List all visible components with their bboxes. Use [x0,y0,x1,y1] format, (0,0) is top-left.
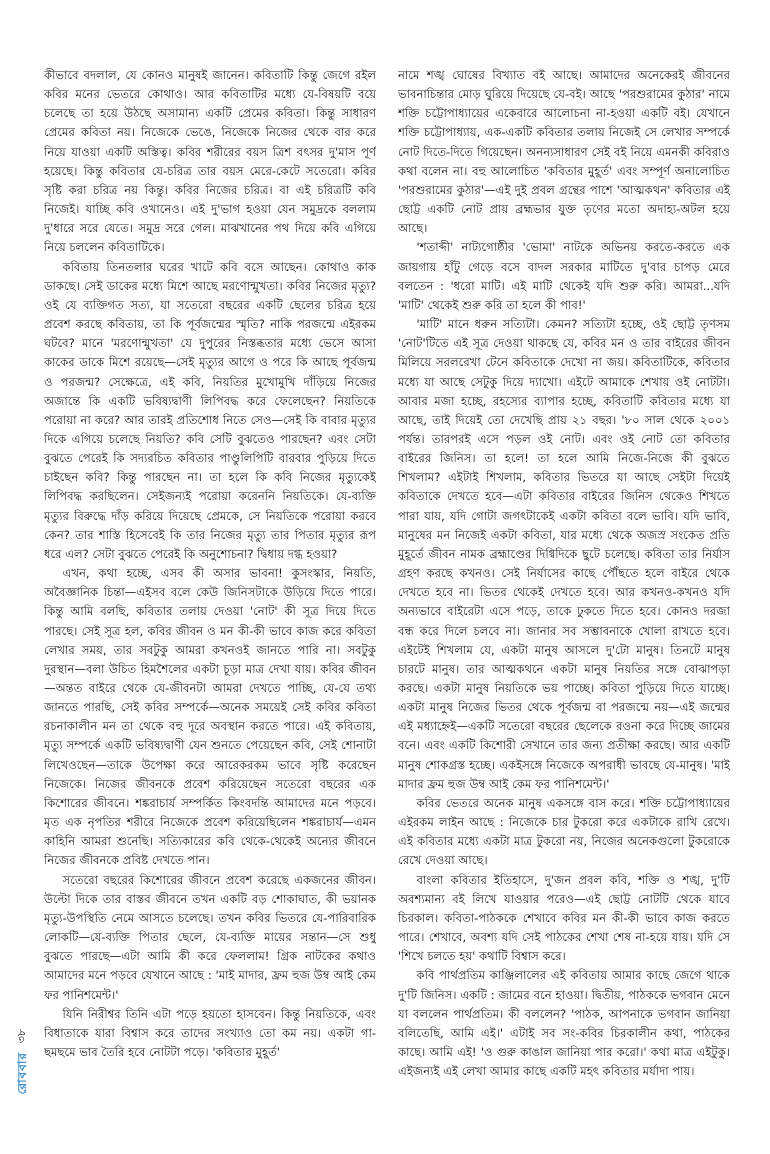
paragraph-8: 'মাটি' মানে ধরুন সত্যিটা। কেমন? সত্যিটা হচ্ছে, ওই ছোট্ট তৃণসম 'নোট'টিতে এই সূত্র দেওয়া থাকছে যে, কবির মন ও তার বাইরের জীবন মিলিয়ে সরলরেখা টেনে কবিতাকে দেখো না জয়। কবিতাটিকে, কবিতার মধ্যে যা আছে সেটুকু দিয়ে দ্যাখো। এইটে আমাকে শেখায় ওই নোটটা। আবার মজা হচ্ছে, রহস্যের ব্যাপার হচ্ছে, কবিতাটি কবিতার মধ্যে যা আছে, তাই দিয়েই তো দেখেছি প্রায় ২১ বছর। '৮০ সাল থেকে ২০০১ পর্যন্ত। তারপরই এসে পড়ল ওই নোট। এবং ওই নোট তো কবিতার বাইরের জিনিস। তা হলে! তা হলে আমি নিজে-নিজে কী বুঝতে শিখলাম? এইটাই শিখলাম, কবিতার ভিতরে যা আছে সেইটা দিয়েই কবিতাকে দেখতে হবে—এটা কবিতার বাইরের জিনিস থেকেও শিখতে পারা যায়, যদি গোটা জগৎটাকেই একটা কবিতা বলে ভাবি। যদি ভাবি, মানুষের মন নিজেই একটা কবিতা, যার মধ্যে থেকে অজস্র সংকেত প্রতি মুহূর্তে জীবন নামক ব্রহ্মাণ্ডের দিগ্বিদিকে ছুটে চলেছে। কবিতা তার নির্যাস গ্রহণ করছে কখনও। সেই নির্যাসের কাছে পৌঁছতে হলে বাইরে থেকে দেখতে হবে না। ভিতর থেকেই দেখতে হবে। আর কখনও-কখনও যদি অন্যভাবে বাইরেটা এসে পড়ে, তাকে ঢুকতে দিতে হবে। কোনও দরজা বন্ধ করে দিলে চলবে না। জানার সব সম্ভাবনাকে খোলা রাখতে হবে। এইটেই শিখলাম যে, একটা মানুষ আসলে দু'টো মানুষ। তিনটে মানুষ চারটে মানুষ। তার আত্মকথনে একটা মানুষ নিয়তির সঙ্গে বোঝাপড়া করছে। একটা মানুষ নিয়তিকে ভয় পাচ্ছে। কবিতা পুড়িয়ে দিতে যাচ্ছে। একটা মানুষ নিজের ভিতর থেকে পূর্বজন্ম বা পরজন্মে নয়—এই জন্মের এই মধ্যাহ্নেই—একটি সতেরো বছরের ছেলেকে রওনা করে দিচ্ছে জামের বনে। এবং একটি কিশোরী সেখানে তার জন্য প্রতীক্ষা করছে। আর একটি মানুষ শোকগ্রস্ত হচ্ছে। একইসঙ্গে নিজেকে অপরাধী ভাবছে যে-মানুষ। 'মাই মাদার ফ্রম হুজ উম্ব আই কেম ফর পানিশমেন্ট।' [398,317,730,791]
magazine-name: রোববার [15,1051,29,1094]
paragraph-4: সতেরো বছরের কিশোরের জীবনে প্রবেশ করেছে একজনের জীবন। উল্টো দিকে তার বাস্তব জীবনে তখন একটি বড় শোকাঘাত, কী ভয়ানক মৃত্যু-উপস্থিতি নেমে আসতে চলেছে। তখন কবির ভিতরে যে-পারিবারিক লোকটি—যে-ব্যক্তি পিতার ছেলে, যে-ব্যক্তি মায়ের সন্তান—সে শুধু বুঝতে পারছে—এটা আমি কী করে ফেললাম! গ্রিক নাটকের কথাও আমাদের মনে পড়বে যেখানে আছে : 'মাই মাদার, ফ্রম হুজ উম্ব আই কেম ফর পানিশমেন্ট।' [44,872,376,1002]
page-number: ৩৮ [14,1029,28,1044]
paragraph-3: এখন, কথা হচ্ছে, এসব কী অসার ভাবনা! কুসংস্কার, নিয়তি, অবৈজ্ঞানিক চিন্তা—এইসব বলে কেউ জিনিসটাকে উড়িয়ে দিতে পারে। কিন্তু আমি বলছি, কবিতার তলায় দেওয়া 'নোট' কী সূত্র দিয়ে দিতে পারছে। সেই সূত্র হল, কবির জীবন ও মন কী-কী ভাবে কাজ করে কবিতা লেখার সময়, তার সবটুকু আমরা কখনওই জানতে পারি না। সবটুকু দুরস্থান—বলা উচিত হিমশৈলের একটা চূড়া মাত্র দেখা যায়। কবির জীবন—অন্তত বাইরে থেকে যে-জীবনটা আমরা দেখতে পাচ্ছি, যে-যে তথ্য জানতে পারছি, সেই কবির সম্পর্কে—অনেক সময়েই সেই কবির কবিতা রচনাকালীন মন তা থেকে বহু দূরে অবস্থান করতে পারে। এই কবিতায়, মৃত্যু সম্পর্কে একটি ভবিষ্যদ্বাণী যেন শুনতে পেয়েছেন কবি, সেই শোনাটা লিখেওছেন—তাকে উপেক্ষা করে আরেকরকম ভাবে সৃষ্টি করেছেন নিজেকে। নিজের জীবনকে প্রবেশ করিয়েছেন সতেরো বছরের এক কিশোরের জীবনে। শঙ্করাচার্য সম্পর্কিত কিংবদন্তি আমাদের মনে পড়বে। মৃত এক নৃপতির শরীরে নিজেকে প্রবেশ করিয়েছিলেন শঙ্করাচার্য—এমন কাহিনি আমরা শুনেছি। সত্যিকারের কবি থেকে-থেকেই অন্যের জীবনে নিজের জীবনকে প্রবিষ্ট দেখতে পান। [44,566,376,868]
paragraph-5: যিনি নিরীশ্বর তিনি এটা পড়ে হয়তো হাসবেন। কিন্তু নিয়তিকে, এবং বিধাতাকে যারা বিশ্বাস করে তাদের সংখ্যাও তো কম নয়। একটা গা-ছমছমে ভাব তৈরি হবে নোটটা পড়ে। 'কবিতার মুহূর্ত' [44,1006,376,1059]
paragraph-11: কবি পার্থপ্রতিম কাঞ্জিলালের এই কবিতায় আমার কাছে জেগে থাকে দু'টি জিনিস। একটি : জামের বনে হাওয়া। দ্বিতীয়, পাঠককে ভগবান মেনে যা বললেন পার্থপ্রতিম। কী বললেন? 'পাঠক, আপনাকে ভগবান জানিয়া বলিতেছি, আমি এই।' এটাই সব সং-কবির চিরকালীন কথা, পাঠকের কাছে। আমি এই! 'ও গুরু কাঙাল জানিয়া পার করো।' কথা মাত্র এইটুকু। এইজন্যই এই লেখা আমার কাছে একটি মহৎ কবিতার মর্যাদা পায়। [398,968,730,1079]
paragraph-10: বাংলা কবিতার ইতিহাসে, দু'জন প্রবল কবি, শক্তি ও শঙ্খ, দু'টি অবশ্যমান্য বই লিখে যাওয়ার পরেও—এই ছোট্ট নোটটি থেকে যাবে চিরকাল। কবিতা-পাঠককে শেখাবে কবির মন কী-কী ভাবে কাজ করতে পারে। শেখাবে, অবশ্য যদি সেই পাঠকের শেখা শেষ না-হয়ে যায়। যদি সে 'শিখে চলতে হয়' কথাটি বিশ্বাস করে। [398,872,730,964]
paragraph-1: কীভাবে বদলাল, যে কোনও মানুষই জানেন। কবিতাটি কিন্তু জেগে রইল কবির মনের ভেতরে কোথাও। আর কবিতাটির মধ্যে যে-বিষয়টি বয়ে চলেছে তা হয়ে উঠছে অসামান্য একটি প্রেমের কবিতা। কিন্তু সাধারণ প্রেমের কবিতা নয়। নিজেকে ভেঙে, নিজেকে নিজের থেকে বার করে নিয়ে যাওয়া একটি অস্তিত্ব। কবির শরীরের বয়স ত্রিশ বৎসর দু'মাস পূর্ণ হয়েছে। কিন্তু কবিতার যে-চরিত্র তার বয়স মেরে-কেটে সতেরো। কবির সৃষ্টি করা চরিত্র নয় কিন্তু। কবির নিজের চরিত্র। বা এই চরিত্রটি কবি নিজেই। যাচ্ছি কবি ওখানেও। এই দু'ভাগ হওয়া যেন সমুদ্রকে বললাম দু'ধারে সরে যেতে। সমুদ্র সরে গেল। মাঝখানের পথ দিয়ে কবি এগিয়ে নিয়ে চললেন কবিতাটিকে। [44,68,376,255]
right-column [398,66,730,1106]
paragraph-6: নামে শঙ্খ ঘোষের বিখ্যাত বই আছে। আমাদের অনেকেরই জীবনের ভাবনাচিন্তার মোড় ঘুরিয়ে দিয়েছে যে-বই। আছে 'পরশুরামের কুঠার' নামে শক্তি চট্টোপাধ্যায়ের একেবারে আলোচনা না-হওয়া একটি বই। যেখানে শক্তি চট্টোপাধ্যায়, এক-একটি কবিতার তলায় নিজেই সে লেখার সম্পর্কে নোট দিতে-দিতে গিয়েছেন। অনন্যসাধারণ সেই বই নিয়ে এমনকী কবিরাও কথা বলেন না। বহু আলোচিত 'কবিতার মুহূর্ত' এবং সম্পূর্ণ অনালোচিত 'পরশুরামের কুঠার'—এই দুই প্রবল গ্রন্থের পাশে 'আত্মকথন' কবিতার এই ছোট্ট একটি নোট প্রায় ব্রহ্মভার যুক্ত তৃণের মতো অদাহ্য-অটল হয়ে আছে। [398,68,730,236]
paragraph-2: কবিতায় তিনতলার ঘরের খাটে কবি বসে আছেন। কোথাও কাক ডাকছে। সেই ডাকের মধ্যে মিশে আছে মরণোন্মুখতা। কবির নিজের মৃত্যু? ওই যে ব্যক্তিগত সত্য, যা সতেরো বছরের একটি ছেলের চরিত্র হয়ে প্রবেশ করছে কবিতায়, তা কি পূর্বজন্মের স্মৃতি? নাকি পরজন্মে এইরকম ঘটবে? মানে 'মরণোন্মুখতা' যে দুপুরের নিস্তব্ধতার মধ্যে ভেসে আসা কাকের ডাকে মিশে রয়েছে—সেই মৃত্যুর আগে ও পরে কি আছে পূর্বজন্ম ও পরজন্ম? সেক্ষেত্রে, এই কবি, নিয়তির মুখোমুখি দাঁড়িয়ে নিজের অজান্তে কি একটি ভবিষ্যদ্বাণী লিপিবদ্ধ করে ফেলেছেন? নিয়তিকে পরোয়া না করে? আর তারই প্রতিশোধ নিতে সেও—সেই কি বাবার মৃত্যুর দিকে এগিয়ে চলেছে নিয়তি? কবি সেটি বুঝতেও পারছেন? এবং সেটা বুঝতে পেরেই কি সদ্যরচিত কবিতার পাণ্ডুলিপিটি বারবার পুড়িয়ে দিতে চাইছেন কবি? কিন্তু পারছেন না। তা হলে কি কবি নিজের মৃত্যুকেই লিপিবদ্ধ করছিলেন। সেইজন্যই পরোয়া করেননি নিয়তিকে। যে-ব্যক্তি মৃত্যুর বিরুদ্ধে দাঁড় করিয়ে দিয়েছে প্রেমকে, সে নিয়তিকে পরোয়া করবে কেন? তার শাস্তি হিসেবেই কি তার নিজের মৃত্যু তার পিতার মৃত্যুর রূপ ধরে এল? সেটা বুঝতে পেরেই কি অনুশোচনা? দ্বিধায় দগ্ধ হওয়া? [44,259,376,561]
left-column [44,66,376,1106]
paragraph-9: কবির ভেতরে অনেক মানুষ একসঙ্গে বাস করে। শক্তি চট্টোপাধ্যায়ের এইরকম লাইন আছে : নিজেকে চার টুকরো করে একটাকে রাখি রেখে। এই কবিতার মধ্যে একটা মাত্র টুকরো নয়, নিজের অনেকগুলো টুকরোকে রেখে দেওয়া আছে। [398,795,730,868]
paragraph-7: 'শতাব্দী' নাট্যগোষ্ঠীর 'ভোমা' নাটকে অভিনয় করতে-করতে এক জায়গায় হাঁটু গেড়ে বসে বাদল সরকার মাটিতে দু'বার চাপড় মেরে বলতেন : 'ধরো মাটি। এই মাটি থেকেই যদি শুরু করি। আমরা...যদি 'মাটি' থেকেই শুরু করি তা হলে কী পাব!' [398,240,730,312]
page-footer [12,974,32,1094]
